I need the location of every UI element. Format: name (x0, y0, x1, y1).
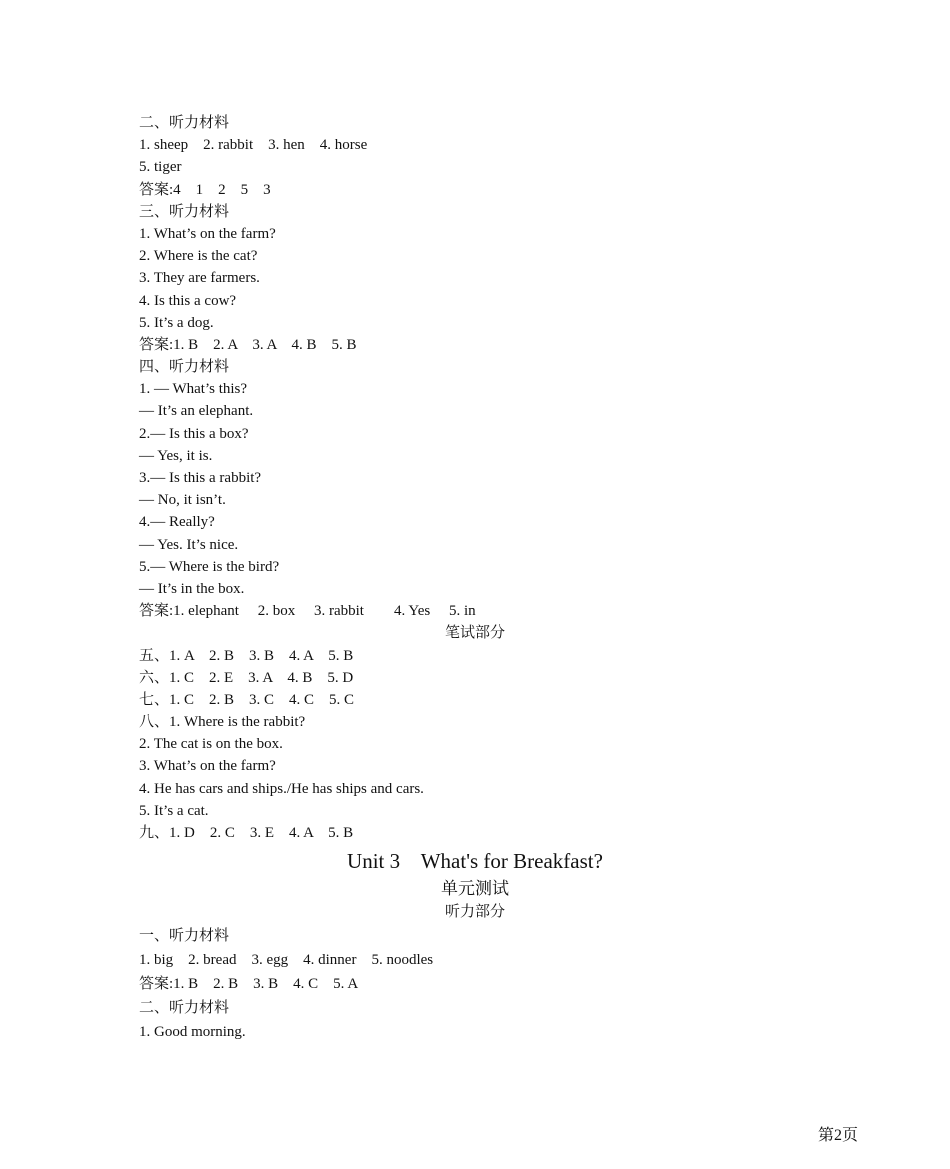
text-line: 1. sheep 2. rabbit 3. hen 4. horse (139, 137, 368, 154)
unit-title: Unit 3 What's for Breakfast? (347, 849, 603, 874)
dialogue-line: 1. — What’s this? (139, 381, 248, 398)
unit-test-heading: 单元测试 (441, 879, 509, 899)
section-written-answers (139, 645, 819, 845)
text-line: 1. What’s on the farm? (139, 225, 276, 242)
answer-line: 九、1. D 2. C 3. E 4. A 5. B (139, 825, 354, 841)
dialogue-line: 3.— Is this a rabbit? (139, 470, 262, 486)
text-line: 1. big 2. bread 3. egg 4. dinner 5. noodles (139, 952, 434, 969)
heading-part-2-listening: 二、听力材料 (139, 1000, 230, 1017)
heading-part-2-listening: 二、听力材料 (139, 115, 230, 131)
text-line: 2. Where is the cat? (139, 248, 258, 265)
page-number: 第2页 (818, 1127, 859, 1144)
text-line: 4. He has cars and ships./He has ships and cars. (139, 780, 424, 797)
answer-key-content (139, 112, 819, 1044)
text-line: 3. They are farmers. (139, 270, 260, 287)
text-line: 5. It’s a cat. (139, 802, 209, 819)
heading-part-1-listening: 一、听力材料 (139, 928, 230, 945)
text-line: 4. Is this a cow? (139, 292, 237, 309)
written-section-heading: 笔试部分 (444, 625, 505, 642)
answer-line: 五、1. A 2. B 3. B 4. A 5. B (139, 647, 354, 664)
dialogue-line: — Yes. It’s nice. (139, 536, 239, 553)
dialogue-line: — It’s in the box. (139, 580, 245, 597)
answer-line: 答案:1. B 2. A 3. A 4. B 5. B (139, 336, 357, 353)
text-line: 2. The cat is on the box. (139, 736, 283, 753)
dialogue-line: — Yes, it is. (139, 447, 213, 464)
answer-line: 答案:4 1 2 5 3 (139, 181, 271, 198)
dialogue-line: — It’s an elephant. (139, 403, 254, 420)
text-line: 3. What’s on the farm? (139, 758, 276, 775)
answer-line: 八、1. Where is the rabbit? (139, 714, 306, 731)
heading-part-3-listening: 三、听力材料 (139, 203, 230, 220)
answer-line: 答案:1. elephant 2. box 3. rabbit 4. Yes 5. in (139, 603, 476, 620)
text-line: 1. Good morning. (139, 1024, 246, 1041)
text-line: 5. tiger (139, 159, 182, 176)
dialogue-line: 2.— Is this a box? (139, 425, 249, 442)
heading-part-4-listening: 四、听力材料 (139, 359, 230, 376)
dialogue-line: — No, it isn’t. (139, 492, 226, 509)
dialogue-line: 4.— Really? (139, 514, 215, 531)
answer-line: 答案:1. B 2. B 3. B 4. C 5. A (139, 976, 359, 993)
listening-section-heading: 听力部分 (444, 904, 505, 921)
dialogue-line: 5.— Where is the bird? (139, 558, 280, 575)
text-line: 5. It’s a dog. (139, 314, 214, 331)
section-listening-answers (139, 112, 819, 645)
answer-line: 六、1. C 2. E 3. A 4. B 5. D (139, 669, 354, 686)
section-unit3-listening (139, 924, 819, 1044)
answer-line: 七、1. C 2. B 3. C 4. C 5. C (139, 691, 355, 708)
